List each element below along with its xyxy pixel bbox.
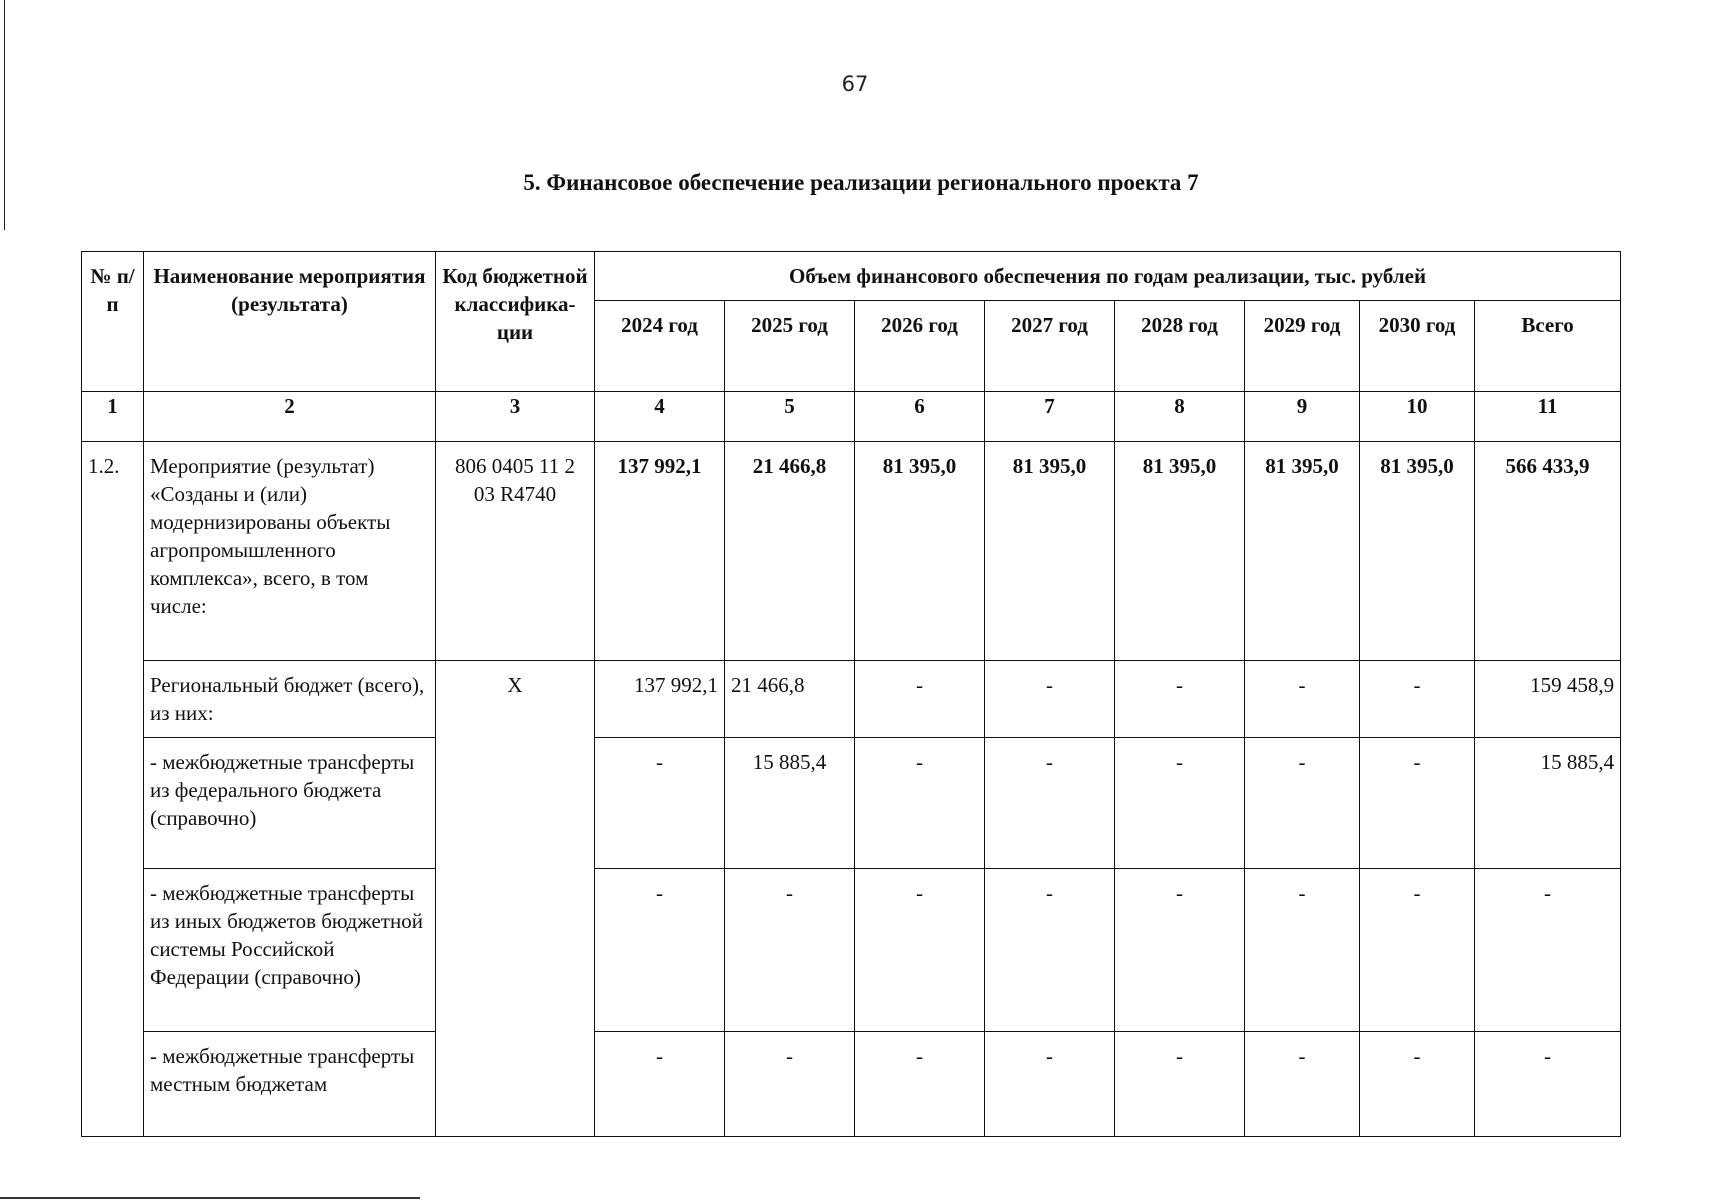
cell-value: - <box>1115 661 1245 738</box>
header-year-2024: 2024 год <box>595 301 725 392</box>
cell-value: - <box>595 869 725 1032</box>
cell-value: - <box>1115 738 1245 869</box>
table-row <box>82 442 1621 661</box>
cell-value: - <box>1245 1032 1360 1137</box>
financing-table-wrapper <box>81 251 1620 1137</box>
column-number: 10 <box>1360 392 1475 442</box>
row-name: Мероприятие (результат) «Созданы и (или) модернизированы объекты агропромышленного комплекса», всего, в том числе: <box>144 442 436 661</box>
cell-value: - <box>985 661 1115 738</box>
column-number: 3 <box>436 392 595 442</box>
cell-value-total: 566 433,9 <box>1475 442 1621 661</box>
cell-value: - <box>855 1032 985 1137</box>
column-number: 6 <box>855 392 985 442</box>
row-name: - межбюджетные трансферты из федерального бюджета (справочно) <box>144 738 436 869</box>
cell-value: 137 992,1 <box>595 442 725 661</box>
section-title: 5. Финансовое обеспечение реализации регионального проекта 7 <box>523 170 1199 195</box>
cell-value: 21 466,8 <box>725 661 855 738</box>
column-number: 8 <box>1115 392 1245 442</box>
cell-value: 81 395,0 <box>985 442 1115 661</box>
cell-value: - <box>1245 661 1360 738</box>
column-number: 9 <box>1245 392 1360 442</box>
header-name: Наименование мероприятия (результата) <box>144 252 436 392</box>
header-year-2025: 2025 год <box>725 301 855 392</box>
cell-value: 21 466,8 <box>725 442 855 661</box>
cell-value-total: - <box>1475 869 1621 1032</box>
row-budget-code: 806 0405 11 2 03 R4740 <box>436 442 595 661</box>
cell-value: - <box>855 738 985 869</box>
table-row <box>82 869 1621 1032</box>
page-number: 67 <box>841 72 869 96</box>
cell-value: - <box>725 1032 855 1137</box>
header-volume: Объем финансового обеспечения по годам реализации, тыс. рублей <box>595 252 1621 301</box>
cell-value: - <box>1360 1032 1475 1137</box>
table-row <box>82 738 1621 869</box>
financing-table <box>81 251 1621 1137</box>
cell-value: 81 395,0 <box>1360 442 1475 661</box>
cell-value: - <box>1115 1032 1245 1137</box>
cell-value: - <box>985 738 1115 869</box>
cell-value: 137 992,1 <box>595 661 725 738</box>
column-number: 4 <box>595 392 725 442</box>
cell-value: - <box>595 738 725 869</box>
cell-value: 81 395,0 <box>1245 442 1360 661</box>
header-num: № п/п <box>82 252 144 392</box>
cell-value: - <box>985 1032 1115 1137</box>
column-number: 2 <box>144 392 436 442</box>
column-numbers-row <box>82 392 1621 442</box>
row-name: - межбюджетные трансферты из иных бюджетов бюджетной системы Российской Федерации (справочно) <box>144 869 436 1032</box>
cell-value: - <box>1360 869 1475 1032</box>
cell-value: - <box>1360 738 1475 869</box>
header-code: Код бюджетной классифика-ции <box>436 252 595 392</box>
cell-value: 15 885,4 <box>725 738 855 869</box>
header-year-2030: 2030 год <box>1360 301 1475 392</box>
row-budget-code: X <box>436 661 595 1137</box>
cell-value-total: - <box>1475 1032 1621 1137</box>
scan-bottom-line <box>0 1197 420 1199</box>
cell-value-total: 159 458,9 <box>1475 661 1621 738</box>
cell-value: - <box>855 661 985 738</box>
cell-value: - <box>1115 869 1245 1032</box>
cell-value: - <box>985 869 1115 1032</box>
row-number: 1.2. <box>82 442 144 1137</box>
header-year-2029: 2029 год <box>1245 301 1360 392</box>
header-row-top <box>82 252 1621 301</box>
table-row <box>82 661 1621 738</box>
cell-value: 81 395,0 <box>855 442 985 661</box>
cell-value: 81 395,0 <box>1115 442 1245 661</box>
cell-value: - <box>725 869 855 1032</box>
header-year-2026: 2026 год <box>855 301 985 392</box>
cell-value: - <box>595 1032 725 1137</box>
header-year-2027: 2027 год <box>985 301 1115 392</box>
column-number: 1 <box>82 392 144 442</box>
cell-value-total: 15 885,4 <box>1475 738 1621 869</box>
header-year-2028: 2028 год <box>1115 301 1245 392</box>
row-name: Региональный бюджет (всего), из них: <box>144 661 436 738</box>
row-name: - межбюджетные трансферты местным бюджетам <box>144 1032 436 1137</box>
column-number: 11 <box>1475 392 1621 442</box>
cell-value: - <box>1245 869 1360 1032</box>
cell-value: - <box>855 869 985 1032</box>
cell-value: - <box>1360 661 1475 738</box>
cell-value: - <box>1245 738 1360 869</box>
header-total: Всего <box>1475 301 1621 392</box>
table-row <box>82 1032 1621 1137</box>
column-number: 5 <box>725 392 855 442</box>
column-number: 7 <box>985 392 1115 442</box>
